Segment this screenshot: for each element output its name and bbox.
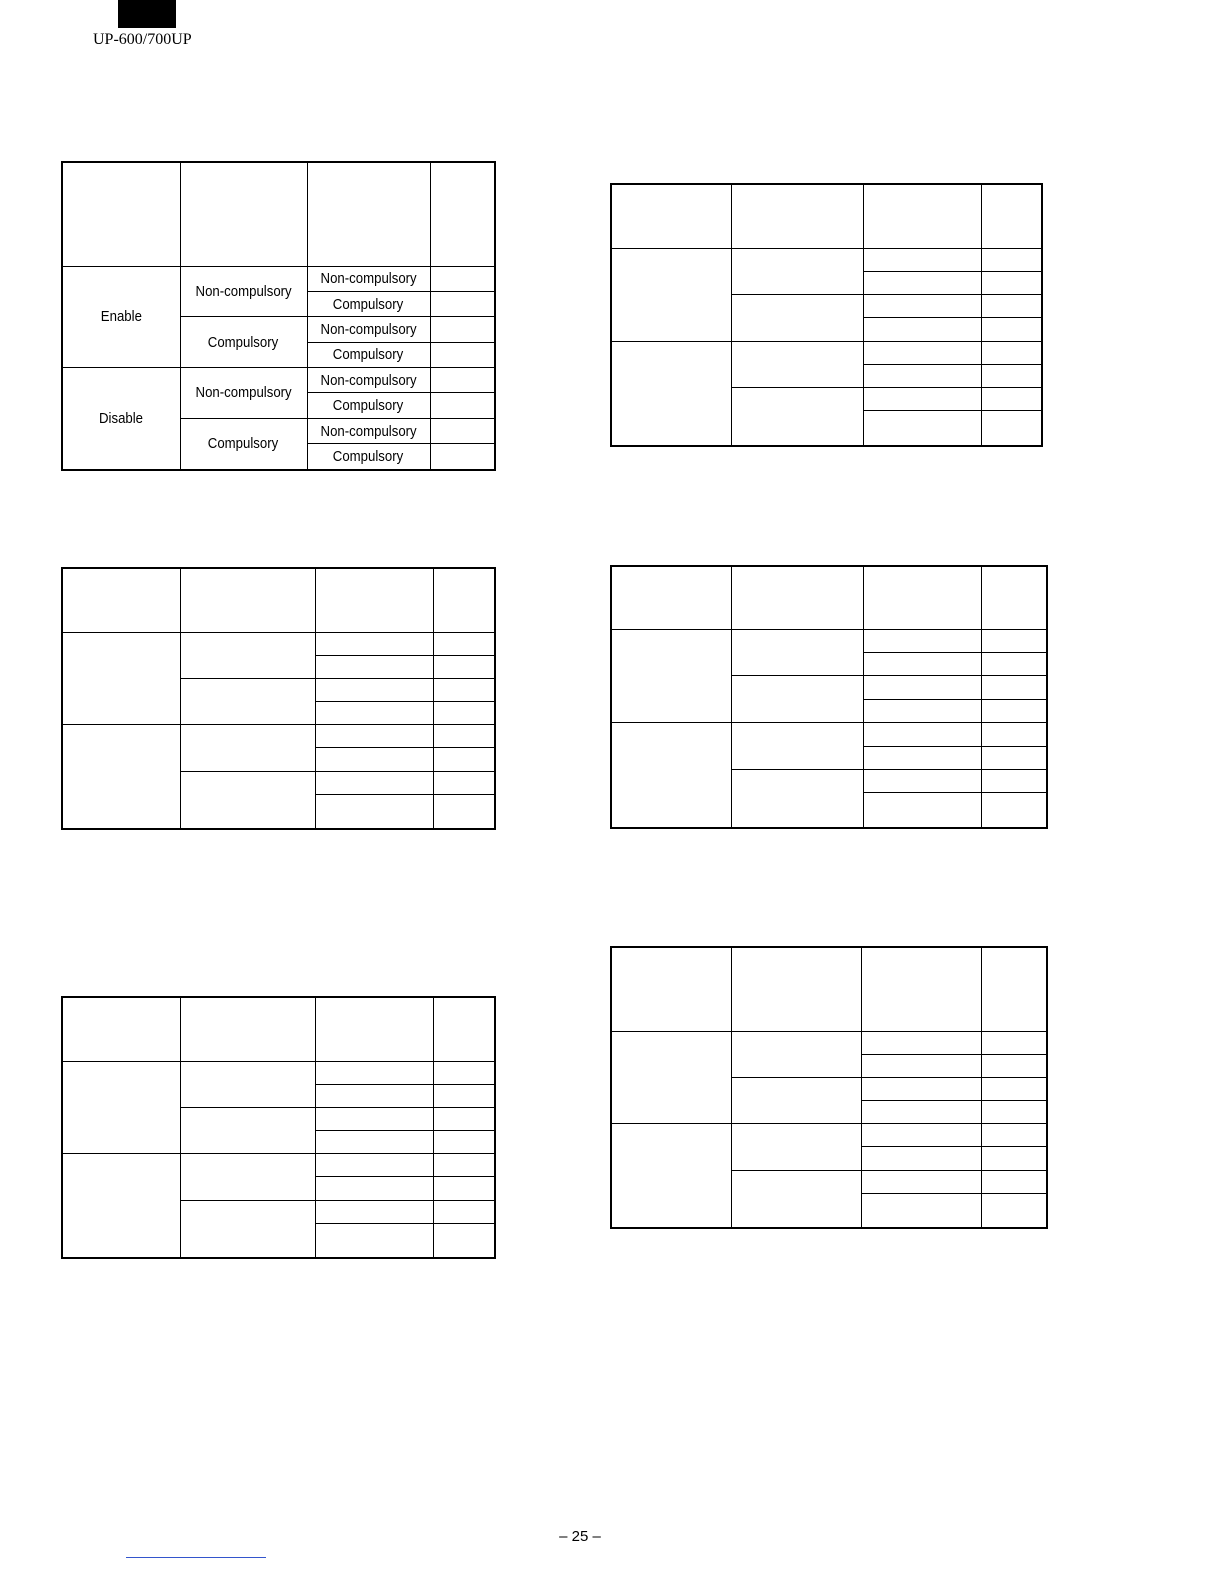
table-row — [62, 368, 495, 393]
group-cell: Enable — [62, 266, 180, 368]
table-5 — [610, 565, 1048, 829]
row-cell: Non-compulsory — [307, 418, 430, 443]
row-cell: Compulsory — [307, 291, 430, 316]
table-row — [62, 1154, 495, 1177]
row-cell: Compulsory — [307, 342, 430, 367]
table-row — [62, 1061, 495, 1084]
table-row — [611, 629, 1047, 652]
row-cell: Non-compulsory — [307, 266, 430, 291]
page-number: – 25 – — [559, 1528, 601, 1545]
table-row — [611, 1124, 1047, 1147]
table-header-row — [62, 162, 495, 266]
table-header-row — [611, 184, 1042, 248]
table-header-row — [62, 997, 495, 1061]
header-black-block — [118, 0, 176, 28]
table-4 — [610, 183, 1043, 447]
subgroup-cell: Non-compulsory — [180, 368, 307, 419]
row-cell: Non-compulsory — [307, 368, 430, 393]
table-header-row — [611, 947, 1047, 1031]
model-name: UP-600/700UP — [93, 31, 192, 48]
table-row — [611, 248, 1042, 271]
table-1 — [61, 161, 496, 471]
subgroup-cell: Non-compulsory — [180, 266, 307, 317]
subgroup-cell: Compulsory — [180, 317, 307, 368]
table-row — [611, 341, 1042, 364]
group-cell: Disable — [62, 368, 180, 470]
table-row — [611, 723, 1047, 746]
subgroup-cell: Compulsory — [180, 418, 307, 470]
table-header-row — [611, 566, 1047, 629]
footer-link-line — [126, 1557, 266, 1558]
row-cell: Compulsory — [307, 444, 430, 470]
table-row — [611, 1031, 1047, 1054]
table-6 — [610, 946, 1048, 1229]
table-row — [62, 266, 495, 291]
table-2 — [61, 567, 496, 830]
row-cell: Non-compulsory — [307, 317, 430, 342]
row-cell: Compulsory — [307, 393, 430, 418]
table-row — [62, 632, 495, 655]
table-3 — [61, 996, 496, 1259]
table-header-row — [62, 568, 495, 632]
table-row — [62, 725, 495, 748]
